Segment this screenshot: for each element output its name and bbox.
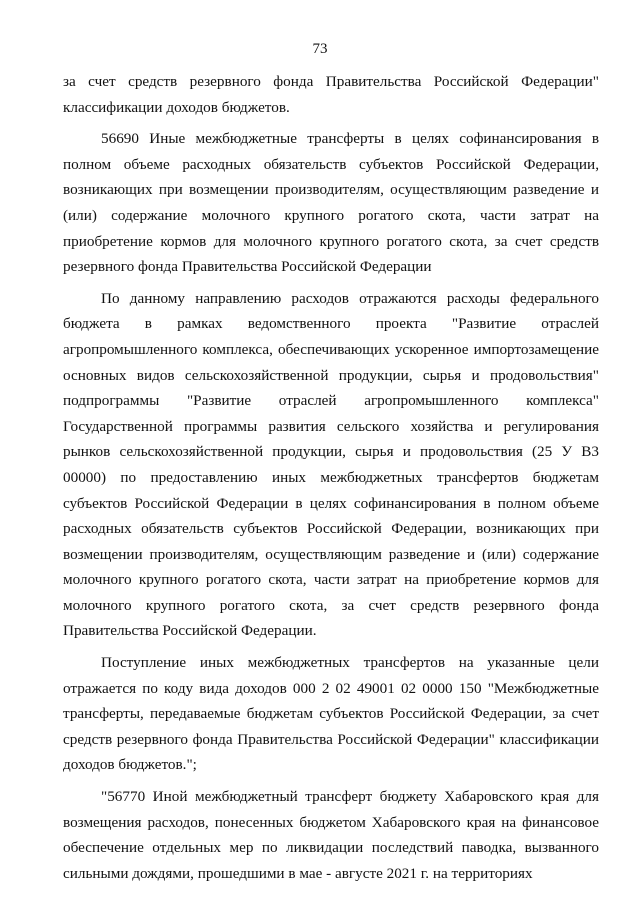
paragraph-4: Поступление иных межбюджетных трансфертов на указанные цели отражается по коду вида доходов 000 2 02 49001 02 0000 150 "Межбюджетные трансферты, передаваемые бюджетам субъектов Российской Федерации, за счет средств резервного фонда Правительства Российской Федерации" классификации доходов бюджетов."; [63, 654, 599, 774]
paragraph-3: По данному направлению расходов отражаются расходы федерального бюджета в рамках ведомственного проекта "Развитие отраслей агропромышленного комплекса, обеспечивающих ускоренное импортозамещение основных видов сельскохозяйственной продукции, сырья и продовольствия" подпрограммы "Развитие отраслей агропромышленного комплекса" Государственной программы развития сельского хозяйства и регулирования рынков сельскохозяйственной продукции, сырья и продовольствия (25 У В3 00000) по предоставлению иных межбюджетных трансфертов бюджетам субъектов Российской Федерации в целях софинансирования в полном объеме расходных обязательств субъектов Российской Федерации, возникающих при возмещении производителям, осуществляющим разведение и (или) содержание молочного крупного рогатого скота, части затрат на приобретение кормов для молочного крупного рогатого скота, за счет средств резервного фонда Правительства Российской Федерации. [63, 289, 599, 640]
page-number: 73 [312, 41, 328, 57]
document-body [63, 69, 599, 886]
paragraph-2: 56690 Иные межбюджетные трансферты в целях софинансирования в полном объеме расходных обязательств субъектов Российской Федерации, возникающих при возмещении производителям, осуществляющим разведение и (или) содержание молочного крупного рогатого скота, части затрат на приобретение кормов для молочного крупного рогатого скота, за счет средств резервного фонда Правительства Российской Федерации [63, 130, 599, 276]
paragraph-5: "56770 Иной межбюджетный трансферт бюджету Хабаровского края для возмещения расходов, понесенных бюджетом Хабаровского края на финансовое обеспечение отдельных мер по ликвидации последствий паводка, вызванного сильными дождями, прошедшими в мае - августе 2021 г. на территориях [63, 788, 599, 882]
paragraph-1: за счет средств резервного фонда Правительства Российской Федерации" классификации доходов бюджетов. [63, 73, 599, 116]
